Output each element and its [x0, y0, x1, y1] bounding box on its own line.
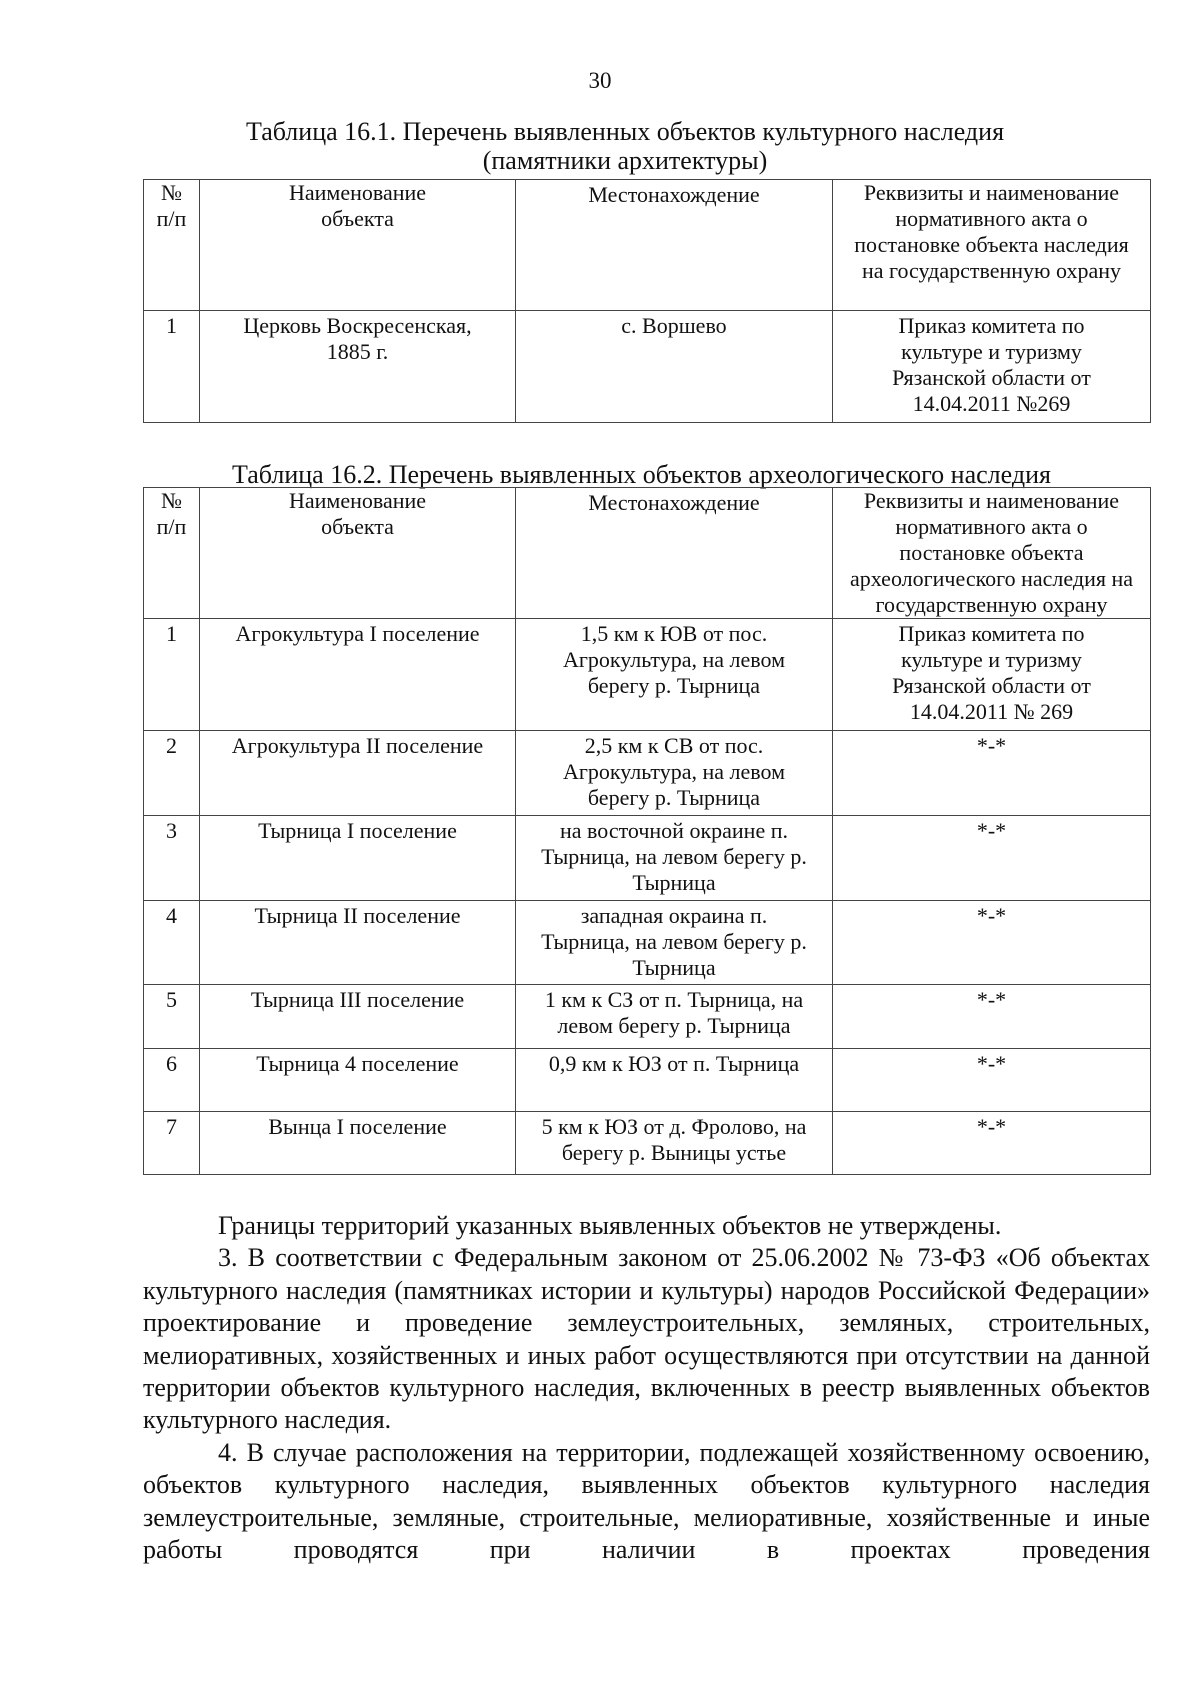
table-row	[144, 816, 1151, 901]
table-header-row	[144, 488, 1151, 619]
cell-requisites: *-*	[833, 1049, 1151, 1112]
cell-num: 3	[144, 816, 200, 901]
cell-num: 1	[144, 311, 200, 423]
table-row	[144, 1049, 1151, 1112]
cell-num: 7	[144, 1112, 200, 1175]
cell-name: Агрокультура I поселение	[200, 619, 516, 731]
header-name: Наименование объекта	[200, 488, 516, 619]
header-requisites: Реквизиты и наименование нормативного акта о постановке объекта археологического наследия на государственную охрану	[833, 488, 1151, 619]
table1-caption-line1: Таблица 16.1. Перечень выявленных объектов культурного наследия	[245, 117, 1005, 146]
body-text	[143, 1210, 1150, 1566]
cell-num: 2	[144, 731, 200, 816]
page-number: 30	[588, 68, 612, 93]
table-row	[144, 619, 1151, 731]
cell-num: 5	[144, 985, 200, 1049]
table-row	[144, 1112, 1151, 1175]
cell-requisites: *-*	[833, 1112, 1151, 1175]
table-row	[144, 985, 1151, 1049]
cell-location: 2,5 км к СВ от пос. Агрокультура, на левом берегу р. Тырница	[516, 731, 833, 816]
table-row	[144, 731, 1151, 816]
cell-name: Тырница 4 поселение	[200, 1049, 516, 1112]
header-num: № п/п	[144, 488, 200, 619]
cell-location: 0,9 км к ЮЗ от п. Тырница	[516, 1049, 833, 1112]
table-row	[144, 901, 1151, 985]
header-name: Наименование объекта	[200, 180, 516, 311]
cell-num: 6	[144, 1049, 200, 1112]
paragraph-3: 3. В соответствии с Федеральным законом от 25.06.2002 № 73-ФЗ «Об объектах культурного наследия (памятниках истории и культуры) народов Российской Федерации» проектирование и проведение землеустроительных, земляных, строительных, мелиоративных, хозяйственных и иных работ осуществляются при отсутствии на данной территории объектов культурного наследия, включенных в реестр выявленных объектов культурного наследия.	[143, 1243, 1150, 1435]
cell-location: 5 км к ЮЗ от д. Фролово, на берегу р. Выницы устье	[516, 1112, 833, 1175]
cell-location: на восточной окраине п. Тырница, на левом берегу р. Тырница	[516, 816, 833, 901]
paragraph-4: 4. В случае расположения на территории, подлежащей хозяйственному освоению, объектов культурного наследия, выявленных объектов культурного наследия землеустроительные, земляные, строительные, мелиоративные, хозяйственные и иные работы проводятся при наличии в проектах проведения	[143, 1437, 1150, 1565]
table-row	[144, 311, 1151, 423]
table2-caption: Таблица 16.2. Перечень выявленных объектов археологического наследия	[232, 460, 1051, 489]
cell-location: с. Воршево	[516, 311, 833, 423]
cell-requisites: *-*	[833, 816, 1151, 901]
cell-name: Агрокультура II поселение	[200, 731, 516, 816]
cell-requisites: Приказ комитета по культуре и туризму Рязанской области от 14.04.2011 №269	[833, 311, 1151, 423]
cell-requisites: *-*	[833, 985, 1151, 1049]
header-location: Местонахождение	[516, 180, 833, 311]
cell-requisites: Приказ комитета по культуре и туризму Рязанской области от 14.04.2011 № 269	[833, 619, 1151, 731]
cell-requisites: *-*	[833, 901, 1151, 985]
cell-location: западная окраина п. Тырница, на левом берегу р. Тырница	[516, 901, 833, 985]
cell-requisites: *-*	[833, 731, 1151, 816]
paragraph-boundaries: Границы территорий указанных выявленных объектов не утверждены.	[218, 1211, 1002, 1240]
table-archaeological-heritage	[143, 487, 1151, 1175]
cell-location: 1 км к СЗ от п. Тырница, на левом берегу р. Тырница	[516, 985, 833, 1049]
cell-name: Тырница I поселение	[200, 816, 516, 901]
table1-caption-line2: (памятники архитектуры)	[482, 146, 768, 175]
header-num: № п/п	[144, 180, 200, 311]
table-architecture-monuments	[143, 179, 1151, 423]
cell-name: Тырница III поселение	[200, 985, 516, 1049]
cell-name: Церковь Воскресенская, 1885 г.	[200, 311, 516, 423]
table-header-row	[144, 180, 1151, 311]
cell-location: 1,5 км к ЮВ от пос. Агрокультура, на левом берегу р. Тырница	[516, 619, 833, 731]
header-location: Местонахождение	[516, 488, 833, 619]
cell-name: Тырница II поселение	[200, 901, 516, 985]
cell-name: Вынца I поселение	[200, 1112, 516, 1175]
header-requisites: Реквизиты и наименование нормативного акта о постановке объекта наследия на государственную охрану	[833, 180, 1151, 311]
cell-num: 1	[144, 619, 200, 731]
cell-num: 4	[144, 901, 200, 985]
